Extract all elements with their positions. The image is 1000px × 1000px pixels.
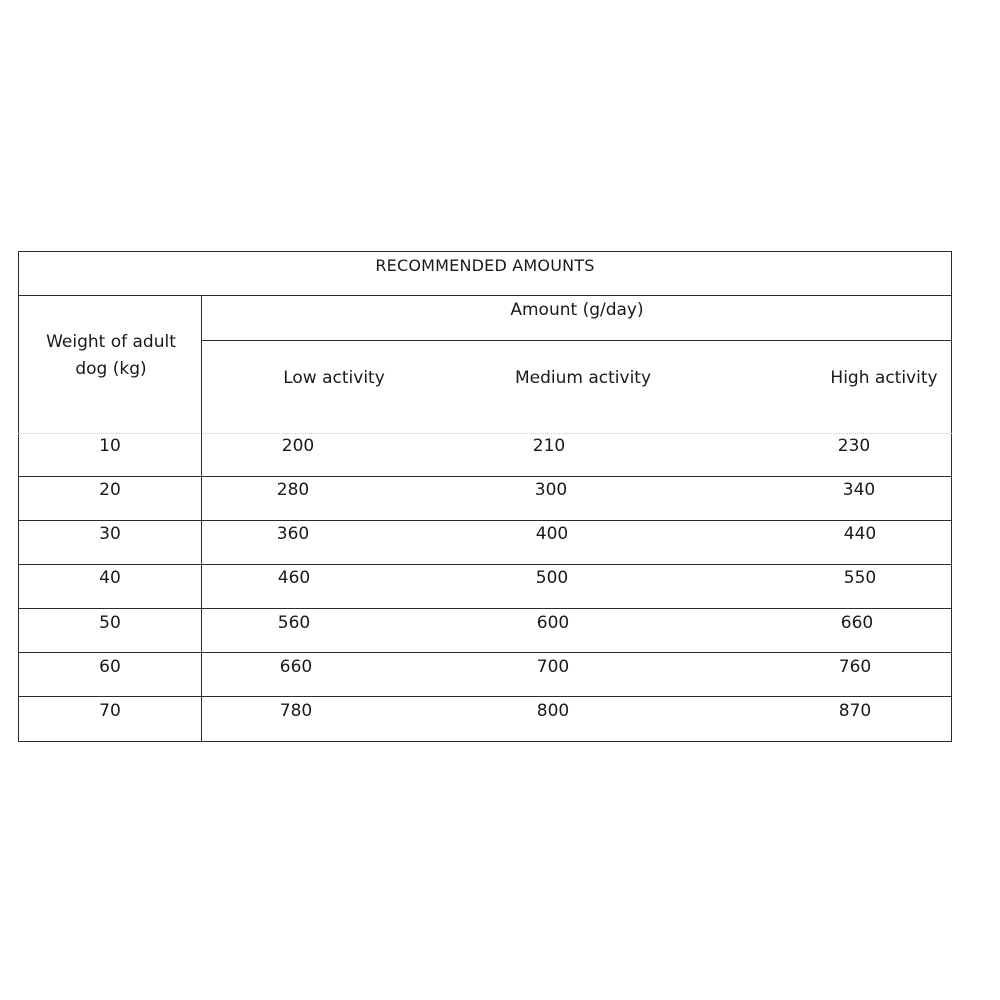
table-title: RECOMMENDED AMOUNTS [375,256,595,275]
weight-cell: 20 [99,480,121,500]
row-divider [18,652,952,653]
row-divider [18,564,952,565]
medium-activity-cell: 400 [535,524,569,544]
weight-cell: 10 [99,436,121,456]
title-divider [18,295,952,296]
medium-activity-cell: 700 [536,657,570,677]
row-divider [18,696,952,697]
low-activity-cell: 560 [277,613,311,633]
row-divider [18,476,952,477]
weight-cell: 50 [99,613,121,633]
weight-cell: 60 [99,657,121,677]
high-activity-cell: 870 [838,701,872,721]
low-activity-cell: 660 [279,657,313,677]
low-activity-cell: 360 [276,524,310,544]
weight-cell: 70 [99,701,121,721]
weight-cell: 40 [99,568,121,588]
weight-header-line-1: Weight of adult [46,332,176,352]
group-header: Amount (g/day) [510,300,644,320]
low-activity-cell: 780 [279,701,313,721]
low-activity-cell: 200 [281,436,315,456]
medium-activity-cell: 210 [532,436,566,456]
medium-activity-cell: 600 [536,613,570,633]
group-header-divider [202,340,952,341]
column-header-medium: Medium activity [514,368,652,388]
high-activity-cell: 760 [838,657,872,677]
high-activity-cell: 230 [837,436,871,456]
column-header-low: Low activity [283,368,385,388]
recommended-amounts-table [18,251,952,742]
high-activity-cell: 340 [842,480,876,500]
high-activity-cell: 660 [840,613,874,633]
high-activity-cell: 440 [843,524,877,544]
column-divider [201,295,202,742]
medium-activity-cell: 300 [534,480,568,500]
medium-activity-cell: 800 [536,701,570,721]
low-activity-cell: 280 [276,480,310,500]
weight-header-line-2: dog (kg) [75,359,147,379]
weight-column-header [21,329,201,383]
header-body-divider [18,433,952,434]
weight-cell: 30 [99,524,121,544]
high-activity-cell: 550 [843,568,877,588]
low-activity-cell: 460 [277,568,311,588]
column-header-high: High activity [830,368,938,388]
row-divider [18,520,952,521]
medium-activity-cell: 500 [535,568,569,588]
row-divider [18,608,952,609]
